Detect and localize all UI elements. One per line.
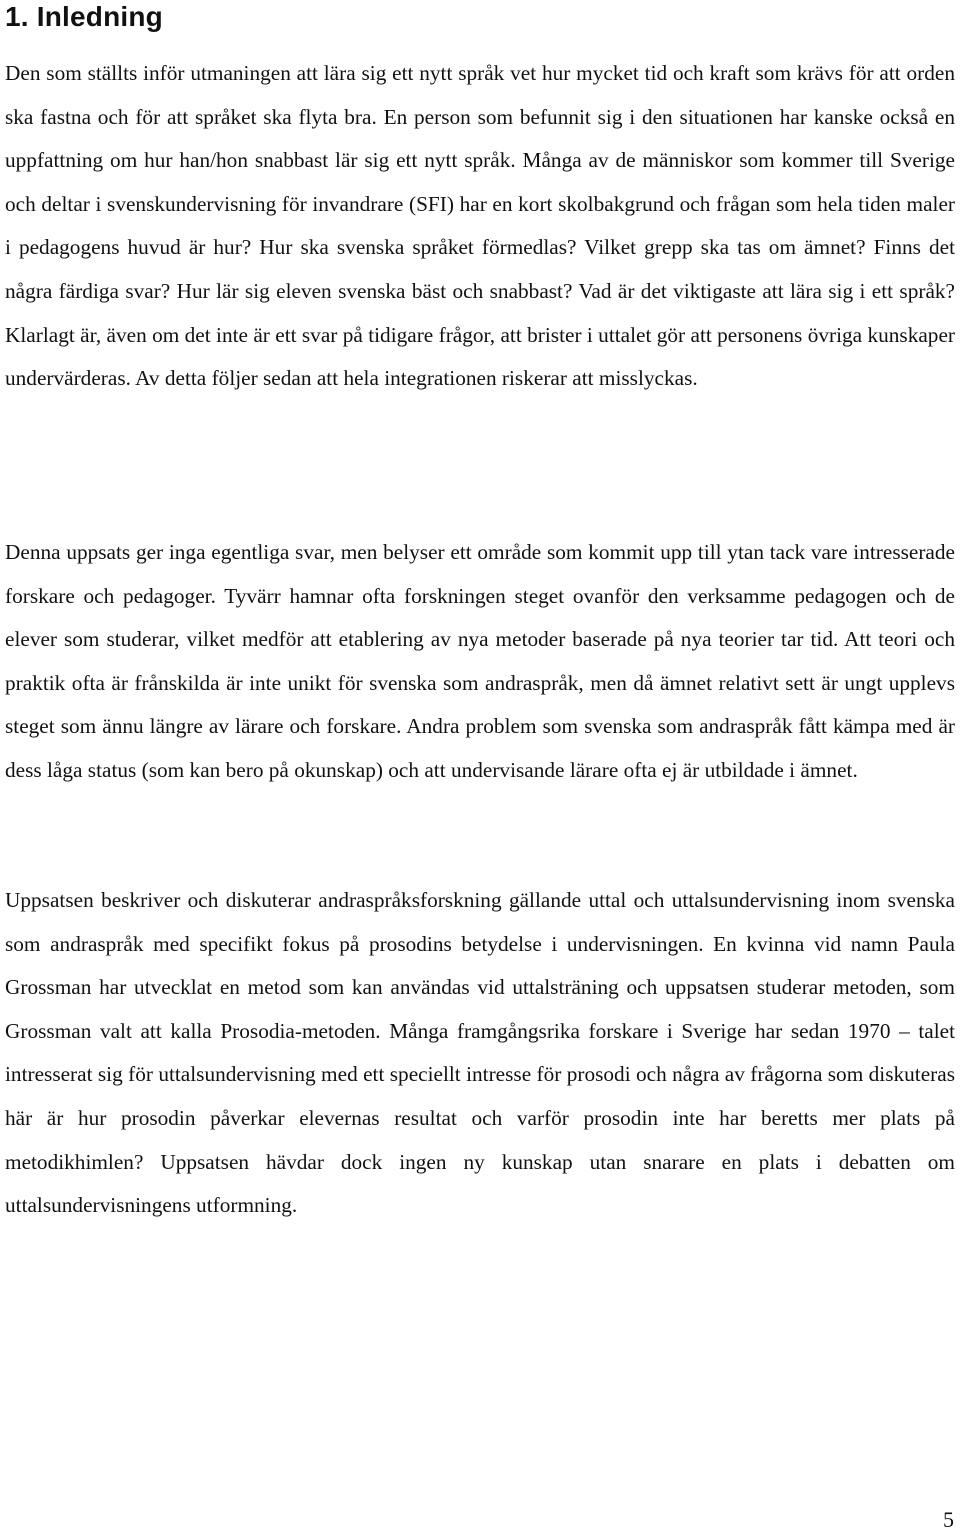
paragraph-2: Denna uppsats ger inga egentliga svar, men belyser ett område som kommit upp till ytan tack vare intresserade forskare och pedagoger. Tyvärr hamnar ofta forskningen steget ovanför den verksamme pedagogen och de elever som studerar, vilket medför att etablering av nya metoder baserade på nya teorier tar tid. Att teori och praktik ofta är frånskilda är inte unikt för svenska som andraspråk, men då ämnet relativt sett är ungt upplevs steget som ännu längre av lärare och forskare. Andra problem som svenska som andraspråk fått kämpa med är dess låga status (som kan bero på okunskap) och att undervisande lärare ofta ej är utbildade i ämnet. <box>5 540 955 782</box>
paragraph-3: Uppsatsen beskriver och diskuterar andraspråksforskning gällande uttal och uttalsundervisning inom svenska som andraspråk med specifikt fokus på prosodins betydelse i undervisningen. En kvinna vid namn Paula Grossman har utvecklat en metod som kan användas vid uttalsträning och uppsatsen studerar metoden, som Grossman valt att kalla Prosodia-metoden. Många framgångsrika forskare i Sverige har sedan 1970 – talet intresserat sig för uttalsundervisning med ett speciellt intresse för prosodi och några av frågorna som diskuteras här är hur prosodin påverkar elevernas resultat och varför prosodin inte har beretts mer plats på metodikhimlen? Uppsatsen hävdar dock ingen ny kunskap utan snarare en plats i debatten om uttalsundervisningens utformning. <box>5 888 955 1218</box>
paragraph-1: Den som ställts inför utmaningen att lära sig ett nytt språk vet hur mycket tid och kraft som krävs för att orden ska fastna och för att språket ska flyta bra. En person som befunnit sig i den situationen har kanske också en uppfattning om hur han/hon snabbast lär sig ett nytt språk. Många av de människor som kommer till Sverige och deltar i svenskundervisning för invandrare (SFI) har en kort skolbakgrund och frågan som hela tiden maler i pedagogens huvud är hur? Hur ska svenska språket förmedlas? Vilket grepp ska tas om ämnet? Finns det några färdiga svar? Hur lär sig eleven svenska bäst och snabbast? Vad är det viktigaste att lära sig i ett språk? Klarlagt är, även om det inte är ett svar på tidigare frågor, att brister i uttalet gör att personens övriga kunskaper undervärderas. Av detta följer sedan att hela integrationen riskerar att misslyckas. <box>5 61 955 391</box>
page-number: 5 <box>943 1507 954 1532</box>
section-heading: 1. Inledning <box>5 1 163 32</box>
